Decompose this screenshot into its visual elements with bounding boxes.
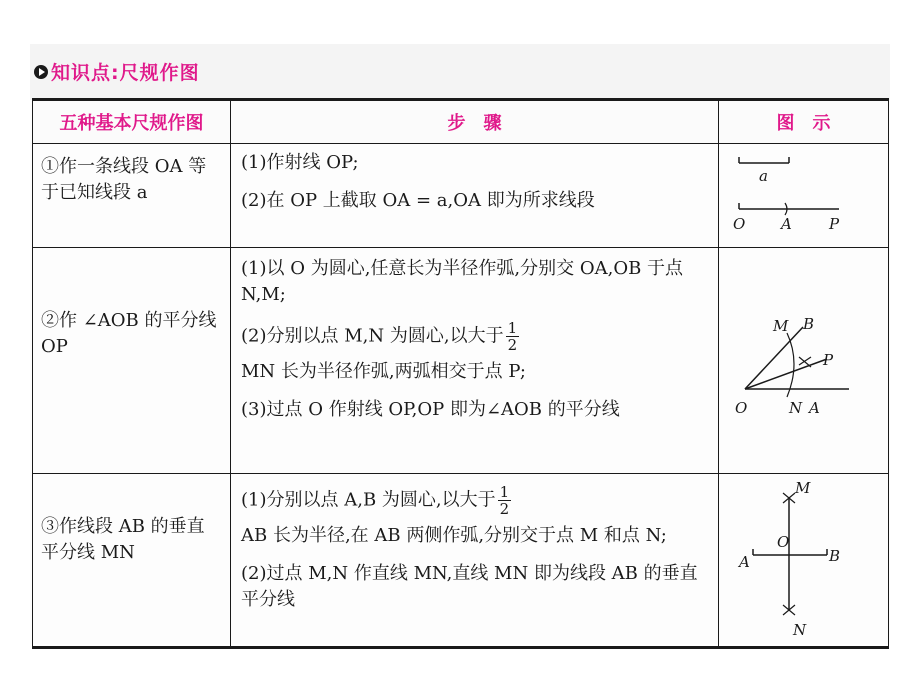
column-header-steps: 步 骤 bbox=[231, 100, 719, 144]
slide bbox=[30, 44, 890, 644]
fraction-one-half bbox=[498, 484, 512, 517]
construction-steps bbox=[231, 248, 719, 474]
label-a: a bbox=[758, 167, 768, 185]
label-M: M bbox=[794, 481, 810, 497]
label-O: O bbox=[776, 533, 789, 551]
construction-name: ①作一条线段 OA 等于已知线段 a bbox=[33, 144, 231, 248]
column-header-figure: 图 示 bbox=[719, 100, 889, 144]
figure-cell bbox=[719, 144, 889, 248]
step-text: (1)以 O 为圆心,任意长为半径作弧,分别交 OA,OB 于点 N,M; bbox=[241, 258, 684, 305]
label-P: P bbox=[828, 215, 839, 233]
label-M: M bbox=[772, 317, 788, 335]
column-header-constructions: 五种基本尺规作图 bbox=[33, 100, 231, 144]
table-row bbox=[33, 474, 889, 648]
angle-bisector-diagram bbox=[729, 305, 879, 425]
fraction-numerator: 1 bbox=[507, 319, 518, 337]
table-row bbox=[33, 248, 889, 474]
play-marker-icon bbox=[34, 65, 48, 79]
label-O: O bbox=[732, 215, 745, 233]
label-N: N bbox=[792, 621, 806, 639]
step-text bbox=[241, 320, 710, 353]
step-text: AB 长为半径,在 AB 两侧作弧,分别交于点 M 和点 N; bbox=[241, 525, 667, 546]
construction-steps bbox=[231, 144, 719, 248]
perpendicular-bisector-diagram bbox=[729, 481, 879, 645]
fraction-numerator: 1 bbox=[499, 483, 510, 501]
label-A: A bbox=[780, 215, 792, 233]
step-text: (3)过点 O 作射线 OP,OP 即为∠AOB 的平分线 bbox=[241, 399, 620, 420]
step-text: MN 长为半径作弧,两弧相交于点 P; bbox=[241, 361, 526, 382]
step-text: (2)过点 M,N 作直线 MN,直线 MN 即为线段 AB 的垂直平分线 bbox=[241, 563, 698, 610]
step-text bbox=[241, 484, 710, 517]
construction-name: ②作 ∠AOB 的平分线 OP bbox=[33, 248, 231, 474]
label-O: O bbox=[734, 399, 747, 417]
table-row bbox=[33, 144, 889, 248]
label-A: A bbox=[738, 553, 750, 571]
table-header-row bbox=[33, 100, 889, 144]
step-text: (1)作射线 OP; bbox=[241, 152, 359, 173]
figure-cell bbox=[719, 474, 889, 648]
fraction-one-half bbox=[506, 320, 520, 353]
segment-diagram bbox=[729, 145, 879, 243]
step-text: (2)在 OP 上截取 OA = a,OA 即为所求线段 bbox=[241, 190, 595, 211]
label-A: A bbox=[808, 399, 820, 417]
step-text-part: (2)分别以点 M,N 为圆心,以大于 bbox=[241, 325, 504, 347]
step-text-part: (1)分别以点 A,B 为圆心,以大于 bbox=[241, 489, 496, 511]
fraction-denominator: 2 bbox=[499, 500, 510, 518]
label-B: B bbox=[828, 547, 840, 565]
construction-steps bbox=[231, 474, 719, 648]
figure-cell bbox=[719, 248, 889, 474]
label-P: P bbox=[822, 351, 833, 369]
label-B: B bbox=[802, 315, 814, 333]
construction-name: ③作线段 AB 的垂直平分线 MN bbox=[33, 474, 231, 648]
construction-table bbox=[32, 98, 889, 649]
label-N: N bbox=[788, 399, 802, 417]
section-title: 知识点:尺规作图 bbox=[51, 62, 200, 84]
fraction-denominator: 2 bbox=[507, 336, 518, 354]
section-header bbox=[34, 58, 200, 85]
